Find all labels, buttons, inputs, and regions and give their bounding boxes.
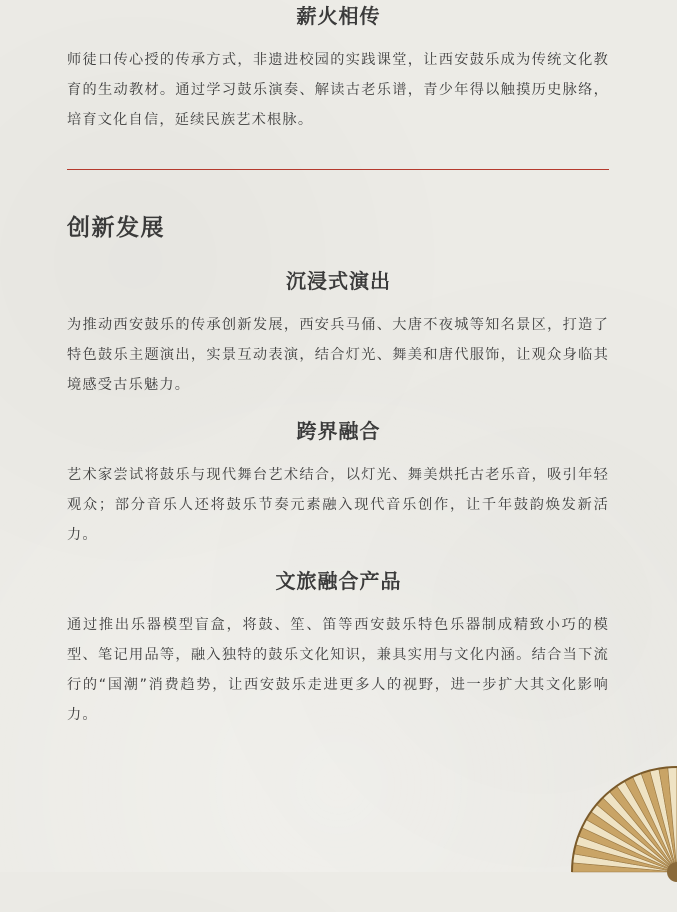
item-title-cultural-products: 文旅融合产品 [0, 567, 677, 595]
folding-fan-icon [567, 762, 677, 912]
item-title-immersive: 沉浸式演出 [0, 267, 677, 295]
item-paragraph-immersive: 为推动西安鼓乐的传承创新发展，西安兵马俑、大唐不夜城等知名景区，打造了特色鼓乐主题演出，实景互动表演，结合灯光、舞美和唐代服饰，让观众身临其境感受古乐魅力。 [67, 310, 609, 400]
item-paragraph-crossover: 艺术家尝试将鼓乐与现代舞台艺术结合，以灯光、舞美烘托古老乐音，吸引年轻观众；部分音乐人还将鼓乐节奏元素融入现代音乐创作，让千年鼓韵焕发新活力。 [67, 460, 609, 550]
section-title: 创新发展 [67, 212, 165, 244]
item-title-crossover: 跨界融合 [0, 417, 677, 445]
section-divider [67, 169, 609, 170]
item-paragraph-cultural-products: 通过推出乐器模型盲盒，将鼓、笙、笛等西安鼓乐特色乐器制成精致小巧的模型、笔记用品等，融入独特的鼓乐文化知识，兼具实用与文化内涵。结合当下流行的“国潮”消费趋势，让西安鼓乐走进更多人的视野，进一步扩大其文化影响力。 [67, 610, 609, 730]
intro-title: 薪火相传 [0, 2, 677, 30]
intro-paragraph: 师徒口传心授的传承方式，非遗进校园的实践课堂，让西安鼓乐成为传统文化教育的生动教材。通过学习鼓乐演奏、解读古老乐谱，青少年得以触摸历史脉络，培育文化自信，延续民族艺术根脉。 [67, 45, 609, 135]
